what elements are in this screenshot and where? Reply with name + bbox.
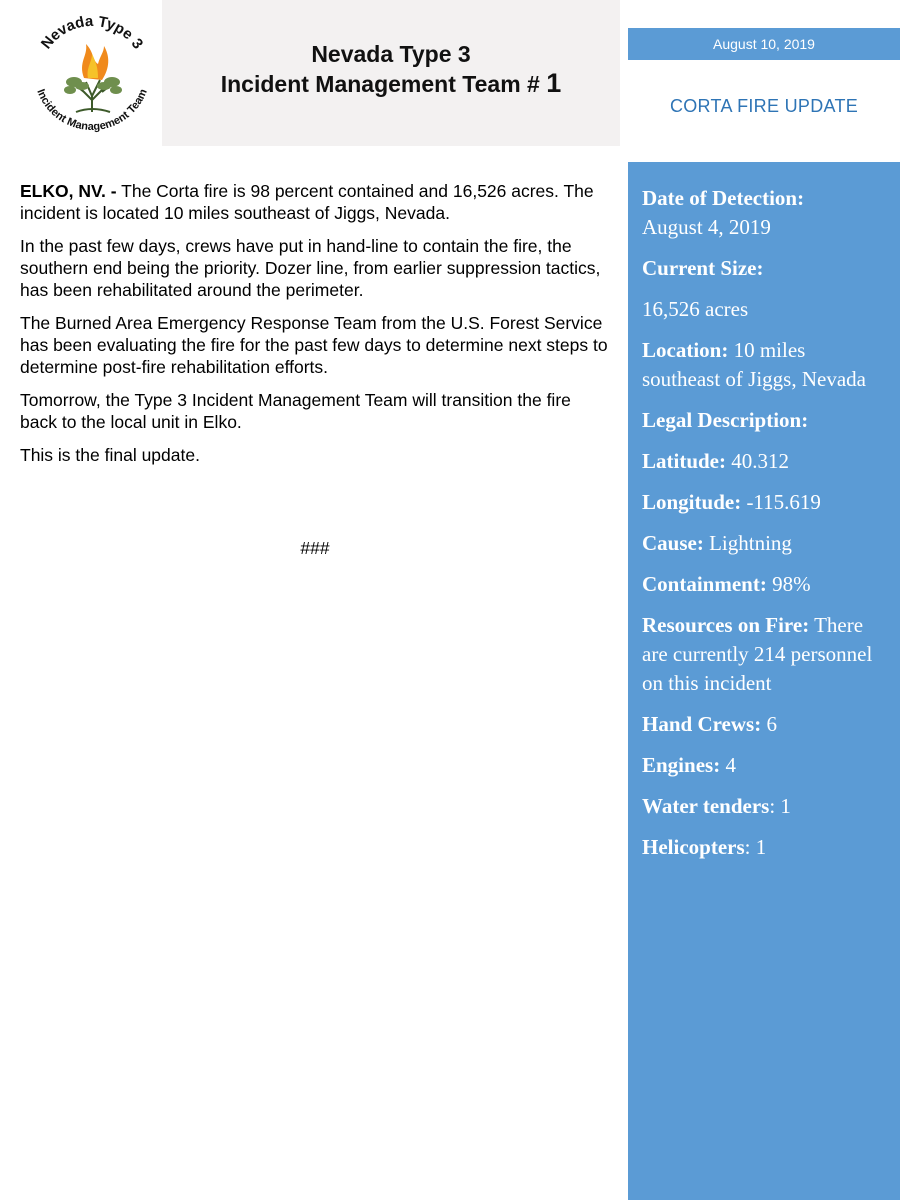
team-title [162,40,620,99]
latitude-field [642,447,888,476]
logo-ring-top: Nevada Type 3 [37,12,147,53]
helicopters-value: : 1 [744,835,767,859]
cause-label: Cause: [642,531,704,555]
team-title-line2 [162,69,620,99]
press-release-body [20,180,610,477]
size-label: Current Size: [642,256,764,280]
containment-field [642,570,888,599]
dateline: ELKO, NV. - [20,181,117,201]
detection-field [642,184,888,242]
location-field [642,336,888,394]
latitude-value: 40.312 [731,449,789,473]
fire-facts-sidebar [628,162,900,1200]
resources-field [642,611,888,698]
legal-field [642,406,888,435]
tenders-value: : 1 [769,794,791,818]
update-date: August 10, 2019 [628,28,900,60]
longitude-label: Longitude: [642,490,742,514]
paragraph-5: This is the final update. [20,445,200,465]
detection-label: Date of Detection: [642,186,805,210]
helicopters-field [642,833,888,862]
paragraph-1-text: The Corta fire is 98 percent contained and 16,526 acres. The incident is located 10 miles southeast of Jiggs, Nevada. [20,181,594,223]
resources-value: There are currently 214 personnel on this incident [642,613,873,695]
longitude-value: -115.619 [746,490,821,514]
logo-ring-bottom: Incident Management Team [34,87,150,134]
detection-value: August 4, 2019 [642,215,771,239]
team-title-line1: Nevada Type 3 [311,41,471,67]
update-title: CORTA FIRE UPDATE [669,96,859,116]
size-field [642,254,888,283]
team-title-text: Incident Management Team # [220,71,540,97]
longitude-field [642,488,888,517]
team-number: 1 [546,68,562,98]
handcrews-field [642,710,888,739]
size-value: 16,526 acres [642,297,749,321]
tenders-field [642,792,888,821]
paragraph-2: In the past few days, crews have put in hand-line to contain the fire, the southern end being the priority. Dozer line, from earlier suppression tactics, has been rehabilitated around the perimeter. [20,236,601,300]
handcrews-label: Hand Crews: [642,712,762,736]
paragraph-4: Tomorrow, the Type 3 Incident Management Team will transition the fire back to the local unit in Elko. [20,390,571,432]
header-banner [162,0,620,146]
handcrews-value: 6 [766,712,777,736]
logo-emblem [18,0,166,148]
cause-value: Lightning [709,531,792,555]
team-logo [18,0,166,148]
location-value: 10 miles southeast of Jiggs, Nevada [642,338,866,391]
engines-field [642,751,888,780]
resources-label: Resources on Fire: [642,613,810,637]
paragraph-1 [20,180,610,224]
location-label: Location: [642,338,729,362]
engines-label: Engines: [642,753,721,777]
legal-label: Legal Description: [642,408,809,432]
paragraph-3: The Burned Area Emergency Response Team from the U.S. Forest Service has been evaluating the fire for the past few days to determine next steps to determine post-fire rehabilitation efforts. [20,313,608,377]
end-mark: ### [300,538,330,558]
containment-value: 98% [772,572,811,596]
engines-value: 4 [725,753,736,777]
helicopters-label: Helicopters [642,835,745,859]
latitude-label: Latitude: [642,449,726,473]
containment-label: Containment: [642,572,767,596]
cause-field [642,529,888,558]
tenders-label: Water tenders [642,794,770,818]
